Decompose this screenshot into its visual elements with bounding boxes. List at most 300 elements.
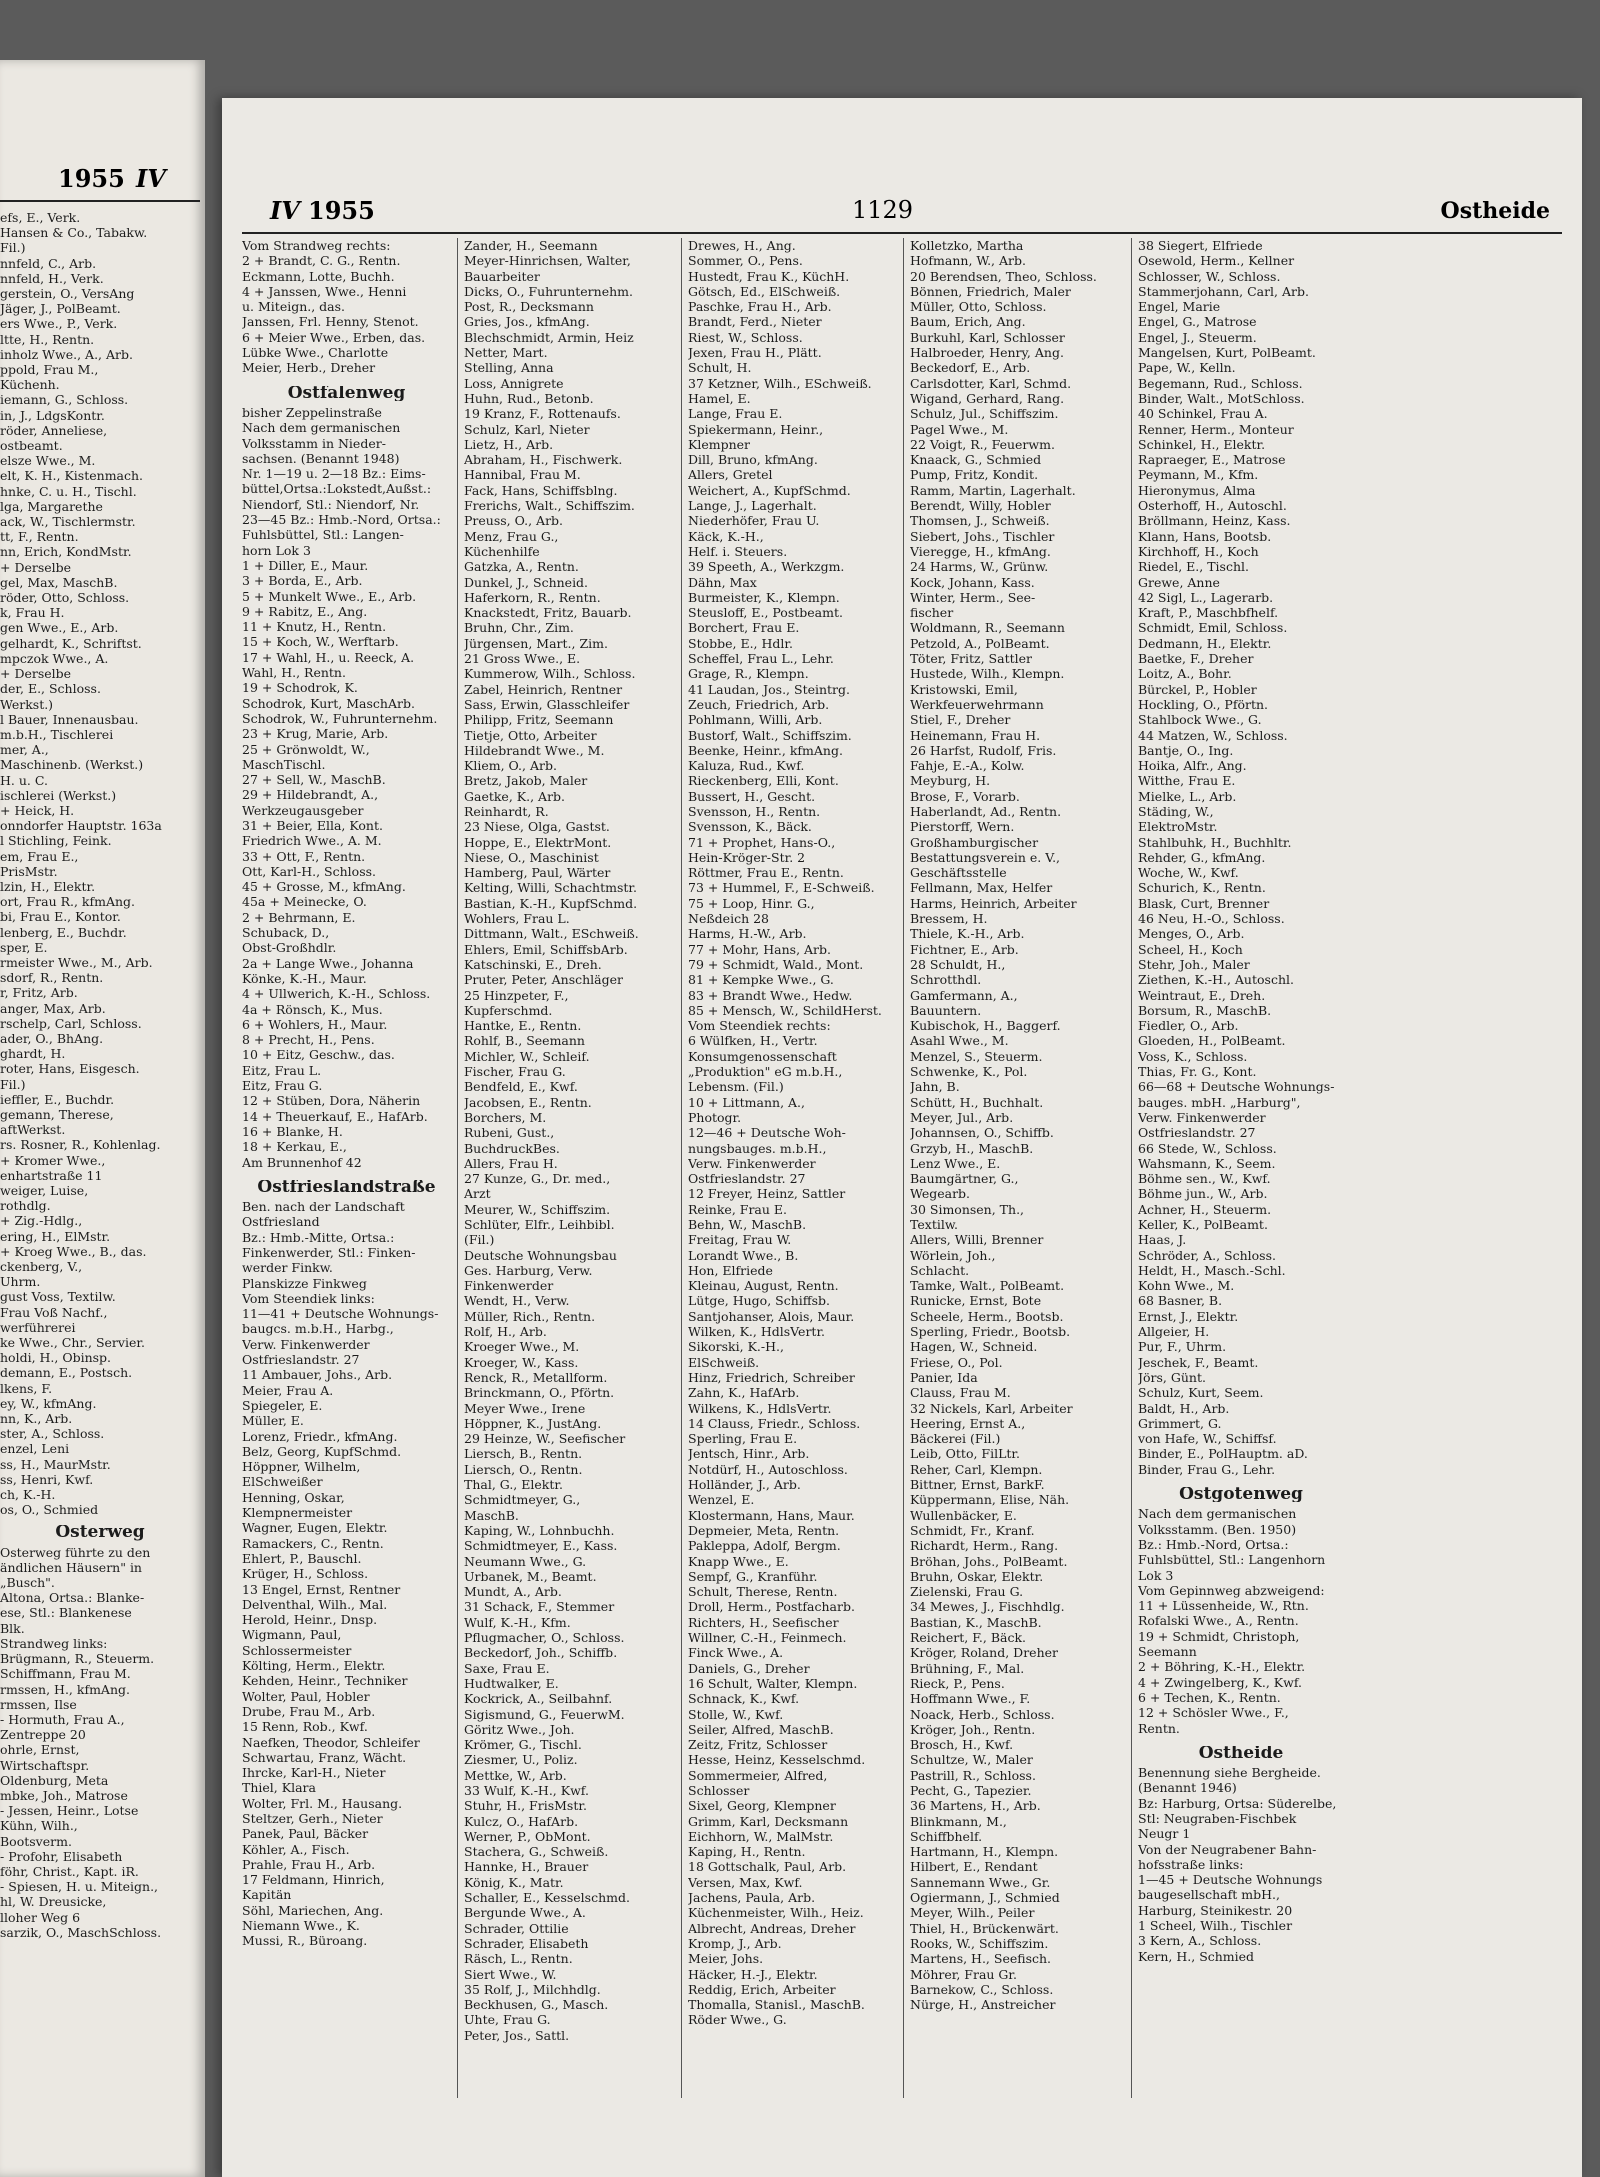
directory-entry: Rentn. [1138, 1720, 1180, 1736]
directory-entry: PrisMstr. [0, 863, 58, 879]
directory-entry: 11—41 + Deutsche Wohnungs- [242, 1306, 439, 1322]
directory-entry: Burkuhl, Karl, Schlosser [910, 329, 1065, 345]
directory-entry: Hannibal, Frau M. [464, 467, 581, 483]
directory-entry: Stahlbuhk, H., Buchhltr. [1138, 834, 1292, 850]
directory-entry: Richardt, Herm., Rang. [910, 1538, 1059, 1554]
directory-entry: Hannke, H., Brauer [464, 1859, 589, 1875]
directory-entry: Eckmann, Lotte, Buchh. [242, 268, 395, 284]
directory-entry: Bürckel, P., Hobler [1138, 681, 1257, 697]
directory-entry: aftWerkst. [0, 1122, 66, 1138]
directory-entry: Gaetke, K., Arb. [464, 788, 566, 804]
directory-entry: Wendt, H., Verw. [464, 1293, 570, 1309]
directory-entry: Steltzer, Gerh., Nieter [242, 1810, 383, 1826]
directory-entry: Menges, O., Arb. [1138, 926, 1245, 942]
directory-entry: Maschinenb. (Werkst.) [0, 757, 144, 773]
directory-entry: Philipp, Fritz, Seemann [464, 712, 614, 728]
directory-entry: Bustorf, Walt., Schiffszim. [688, 727, 852, 743]
directory-entry: Hoffmann Wwe., F. [910, 1691, 1031, 1707]
directory-entry: Meier, Frau A. [242, 1382, 334, 1398]
directory-entry: Bauarbeiter [464, 268, 540, 284]
directory-entry: + Kroeg Wwe., B., das. [0, 1243, 147, 1259]
directory-entry: Bergunde Wwe., A. [464, 1905, 586, 1921]
directory-entry: Osterhoff, H., Autoschl. [1138, 498, 1287, 514]
directory-entry: Rapraeger, E., Matrose [1138, 452, 1286, 468]
directory-entry: ElSchweißer [242, 1474, 323, 1490]
directory-entry: Schlosser, W., Schloss. [1138, 268, 1281, 284]
directory-entry: 18 + Kerkau, E., [242, 1139, 347, 1155]
section-title-ostfalenweg: Ostfalenweg [287, 385, 406, 401]
directory-entry: Zahn, K., HafArb. [688, 1385, 800, 1401]
directory-entry: Jeschek, F., Beamt. [1138, 1354, 1259, 1370]
directory-entry: Neugr 1 [1138, 1826, 1191, 1842]
directory-entry: Altona, Ortsa.: Blanke- [0, 1590, 145, 1606]
directory-entry: MaschTischl. [242, 756, 326, 772]
directory-entry: Kummerow, Wilh., Schloss. [464, 666, 636, 682]
directory-entry: Rofalski Wwe., A., Rentn. [1138, 1613, 1299, 1629]
directory-entry: Obst-Großhdlr. [242, 940, 337, 956]
directory-entry: Fischer, Frau G. [464, 1064, 566, 1080]
directory-entry: Schuback, D., [242, 925, 330, 941]
directory-entry: Von der Neugrabener Bahn- [1138, 1841, 1317, 1857]
directory-entry: Gamfermann, A., [910, 987, 1018, 1003]
directory-entry: Am Brunnenhof 42 [242, 1154, 362, 1170]
directory-entry: 12—46 + Deutsche Woh- [688, 1125, 846, 1141]
directory-entry: Volksstamm in Nieder- [242, 435, 386, 451]
directory-entry: Müller, Rich., Rentn. [464, 1308, 596, 1324]
directory-entry: Schultze, W., Maler [910, 1752, 1033, 1768]
directory-entry: Ostfriesland [242, 1214, 320, 1230]
directory-entry: Engel, Marie [1138, 299, 1221, 315]
directory-entry: Schurich, K., Rentn. [1138, 880, 1266, 896]
directory-entry: horn Lok 3 [242, 542, 311, 558]
directory-entry: 21 Gross Wwe., E. [464, 651, 581, 667]
directory-entry: Jahn, B. [910, 1079, 960, 1095]
directory-entry: 13 Engel, Ernst, Rentner [242, 1581, 401, 1597]
directory-entry: Röder Wwe., G. [688, 2012, 787, 2028]
directory-entry: enhartstraße 11 [0, 1167, 103, 1183]
directory-entry: bi, Frau E., Kontor. [0, 909, 121, 925]
directory-entry: ckenberg, V., [0, 1259, 83, 1275]
directory-entry: Niederhöfer, Frau U. [688, 513, 820, 529]
directory-entry: rschelp, Carl, Schloss. [0, 1015, 142, 1031]
directory-entry: Hockling, O., Pförtn. [1138, 696, 1269, 712]
directory-entry: Carlsdotter, Karl, Schmd. [910, 375, 1072, 391]
directory-entry: + Zig.-Hdlg., [0, 1213, 83, 1229]
directory-entry: Klempnermeister [242, 1505, 353, 1521]
street-header: Ostheide [1440, 198, 1550, 224]
directory-entry: Haferkorn, R., Rentn. [464, 589, 601, 605]
directory-entry: gemann, Therese, [0, 1106, 114, 1122]
directory-entry: Sixel, Georg, Klempner [688, 1798, 836, 1814]
directory-entry: Osterweg führte zu den [0, 1544, 151, 1560]
directory-entry: Wagner, Eugen, Elektr. [242, 1520, 388, 1536]
directory-entry: Schinkel, H., Elektr. [1138, 436, 1266, 452]
directory-entry: Tietje, Otto, Arbeiter [464, 727, 597, 743]
directory-entry: Meyer, Wilh., Peiler [910, 1905, 1035, 1921]
directory-entry: Lange, Frau E. [688, 406, 783, 422]
directory-entry: Bussert, H., Gescht. [688, 788, 816, 804]
directory-entry: Wolter, Frl. M., Hausang. [242, 1795, 403, 1811]
directory-entry: 28 Schuldt, H., [910, 956, 1006, 972]
directory-entry: Hantke, E., Rentn. [464, 1018, 582, 1034]
directory-entry: Lorandt Wwe., B. [688, 1247, 799, 1263]
directory-entry: Drube, Frau M., Arb. [242, 1703, 376, 1719]
directory-entry: Müller, Otto, Schloss. [910, 299, 1047, 315]
directory-entry: tt, F., Rentn. [0, 529, 79, 545]
directory-entry: Stl: Neugraben-Fischbek [1138, 1810, 1297, 1826]
directory-entry: gerstein, O., VersAng [0, 286, 135, 302]
directory-entry: ghardt, H. [0, 1046, 66, 1062]
directory-entry: Pakleppa, Adolf, Bergm. [688, 1538, 841, 1554]
directory-entry: Baumgärtner, G., [910, 1171, 1019, 1187]
column-3-entries [688, 238, 897, 2028]
directory-entry: Ehlert, P., Bauschl. [242, 1550, 362, 1566]
directory-entry: Seiler, Alfred, MaschB. [688, 1721, 834, 1737]
directory-entry: 71 + Prophet, Hans-O., [688, 834, 836, 850]
directory-entry: Klostermann, Hans, Maur. [688, 1507, 855, 1523]
directory-entry: 20 Berendsen, Theo, Schloss. [910, 268, 1097, 284]
directory-entry: Bauuntern. [910, 1002, 982, 1018]
directory-entry: Werkst.) [0, 696, 54, 712]
directory-entry: mer, A., [0, 742, 49, 758]
directory-entry: 23—45 Bz.: Hmb.-Nord, Ortsa.: [242, 512, 441, 528]
directory-entry: Frerichs, Walt., Schiffszim. [464, 498, 635, 514]
directory-entry: Thomsen, J., Schweiß. [910, 513, 1050, 529]
directory-entry: Abraham, H., Fischwerk. [464, 452, 623, 468]
directory-entry: Pump, Fritz, Kondit. [910, 467, 1039, 483]
directory-entry: 23 Niese, Olga, Gastst. [464, 819, 610, 835]
directory-entry: Ziethen, K.-H., Autoschl. [1138, 972, 1294, 988]
directory-entry: Sikorski, K.-H., [688, 1339, 784, 1355]
directory-entry: - Profohr, Elisabeth [0, 1848, 123, 1864]
directory-entry: Götsch, Ed., ElSchweiß. [688, 283, 841, 299]
directory-entry: 2a + Lange Wwe., Johanna [242, 955, 414, 971]
directory-entry: Schulz, Jul., Schiffszim. [910, 406, 1059, 422]
directory-entry: Thias, Fr. G., Kont. [1138, 1064, 1257, 1080]
directory-entry: Bantje, O., Ing. [1138, 742, 1234, 758]
directory-entry: Saxe, Frau E. [464, 1660, 550, 1676]
directory-entry: Drewes, H., Ang. [688, 238, 796, 253]
directory-entry: Schulz, Kurt, Seem. [1138, 1385, 1264, 1401]
directory-entry: Hilbert, E., Rendant [910, 1859, 1038, 1875]
left-page [0, 60, 205, 2177]
right-page [222, 98, 1582, 2177]
directory-entry: Verw. Finkenwerder [242, 1336, 370, 1352]
directory-entry: Helf. i. Steuers. [688, 543, 788, 559]
directory-entry: Fichtner, E., Arb. [910, 941, 1019, 957]
directory-entry: Sigismund, G., FeuerwM. [464, 1706, 625, 1722]
directory-entry: Pur, F., Uhrm. [1138, 1339, 1227, 1355]
directory-entry: 17 + Wahl, H., u. Reeck, A. [242, 649, 415, 665]
directory-entry: ch, K.-H. [0, 1487, 56, 1503]
directory-entry: Jäger, J., PolBeamt. [0, 301, 121, 317]
directory-entry: Pruter, Peter, Anschläger [464, 972, 623, 988]
directory-entry: Binder, Frau G., Lehr. [1138, 1461, 1276, 1477]
directory-entry: Rieckenberg, Elli, Kont. [688, 773, 839, 789]
directory-entry: Renck, R., Metallform. [464, 1369, 608, 1385]
directory-entry: Mussi, R., Büroang. [242, 1933, 368, 1949]
directory-entry: elt, K. H., Kistenmach. [0, 468, 144, 484]
directory-entry: Neßdeich 28 [688, 911, 770, 927]
directory-entry: Baetke, F., Dreher [1138, 651, 1254, 667]
directory-entry: Bz.: Hmb.-Nord, Ortsa.: [1138, 1536, 1289, 1552]
directory-entry: Loitz, A., Bohr. [1138, 666, 1232, 682]
directory-entry: 4a + Rönsch, K., Mus. [242, 1001, 383, 1017]
directory-entry: Finkenwerder, Stl.: Finken- [242, 1245, 416, 1260]
directory-entry: Jürgensen, Mart., Zim. [464, 635, 608, 651]
directory-entry: Photogr. [688, 1109, 742, 1125]
directory-entry: Lietz, H., Arb. [464, 436, 554, 452]
directory-entry: Wahl, H., Rentn. [242, 665, 346, 681]
left-page-edition: IV [136, 164, 166, 193]
directory-entry: 8 + Precht, H., Pens. [242, 1032, 375, 1048]
directory-entry: Dittmann, Walt., ESchweiß. [464, 926, 639, 942]
directory-entry: hnke, C. u. H., Tischl. [0, 483, 137, 499]
directory-entry: Hein-Kröger-Str. 2 [688, 849, 806, 865]
directory-entry: Meurer, W., Schiffszim. [464, 1201, 611, 1217]
directory-entry: Schwenke, K., Pol. [910, 1064, 1028, 1080]
directory-entry: Hofmann, W., Arb. [910, 253, 1026, 269]
directory-entry: 9 + Rabitz, E., Ang. [242, 603, 368, 619]
directory-entry: Ziesmer, U., Poliz. [464, 1752, 578, 1768]
directory-entry: Verw. Finkenwerder [1138, 1109, 1266, 1125]
directory-entry: 4 + Janssen, Wwe., Henni [242, 283, 407, 299]
directory-entry: Engel, J., Steuerm. [1138, 329, 1257, 345]
directory-entry: 10 + Eitz, Geschw., das. [242, 1047, 395, 1063]
directory-entry: Niese, O., Maschinist [464, 849, 599, 865]
directory-entry: Beckedorf, Joh., Schiffb. [464, 1645, 618, 1661]
directory-entry: Weintraut, E., Dreh. [1138, 987, 1266, 1003]
directory-entry: Woldmann, R., Seemann [910, 620, 1065, 636]
directory-entry: Barnekow, C., Schloss. [910, 1981, 1054, 1997]
directory-entry: gust Voss, Textilw. [0, 1289, 116, 1305]
directory-entry: 2 + Böhring, K.-H., Elektr. [1138, 1659, 1306, 1675]
directory-entry: Brügmann, R., Steuerm. [0, 1651, 155, 1667]
directory-entry: 25 Hinzpeter, F., [464, 987, 569, 1003]
directory-entry: Jörs, Günt. [1138, 1369, 1206, 1385]
directory-entry: lzin, H., Elektr. [0, 878, 96, 894]
column-1-section-entries [242, 405, 451, 1170]
directory-entry: König, K., Matr. [464, 1874, 564, 1890]
directory-entry: Fil.) [0, 240, 26, 256]
directory-entry: Häcker, H.-J., Elektr. [688, 1966, 818, 1982]
directory-entry: Bäckerei (Fil.) [910, 1431, 1001, 1447]
column-1-entries [242, 238, 451, 376]
directory-entry: Hinz, Friedrich, Schreiber [688, 1369, 855, 1385]
directory-entry: mbke, Joh., Matrose [0, 1787, 128, 1803]
directory-entry: Höppner, Wilhelm, [242, 1459, 361, 1475]
directory-entry: Katschinski, E., Dreh. [464, 956, 602, 972]
directory-entry: Schiffmann, Frau M. [0, 1666, 131, 1682]
directory-entry: BuchdruckBes. [464, 1140, 560, 1156]
column-5-entries [1138, 238, 1344, 1477]
directory-entry: nungsbauges. m.b.H., [688, 1140, 827, 1156]
directory-entry: Prahle, Frau H., Arb. [242, 1856, 376, 1872]
directory-entry: Städing, W., [1138, 803, 1214, 819]
directory-entry: ader, O., BhAng. [0, 1030, 104, 1046]
directory-entry: Wigand, Gerhard, Rang. [910, 390, 1065, 406]
right-page-header [242, 190, 1562, 234]
directory-entry: inholz Wwe., A., Arb. [0, 346, 133, 362]
directory-entry: Herold, Heinr., Dnsp. [242, 1612, 378, 1628]
directory-entry: Sperling, Frau E. [688, 1431, 798, 1447]
directory-entry: Kroeger, W., Kass. [464, 1354, 579, 1370]
directory-entry: - Hormuth, Frau A., [0, 1711, 125, 1727]
directory-entry: 4 + Ullwerich, K.-H., Schloss. [242, 986, 431, 1002]
directory-entry: Stammerjohann, Carl, Arb. [1138, 283, 1309, 299]
directory-entry: Bönnen, Friedrich, Maler [910, 283, 1071, 299]
directory-entry: Dill, Bruno, kfmAng. [688, 452, 818, 468]
column-4 [904, 238, 1132, 2098]
directory-entry: Strandweg links: [0, 1635, 108, 1651]
directory-entry: 14 Clauss, Friedr., Schloss. [688, 1415, 861, 1431]
directory-entry: Hoppe, E., ElektrMont. [464, 834, 612, 850]
left-page-header [0, 160, 200, 202]
directory-entry: hl, W. Dreusicke, [0, 1894, 107, 1910]
directory-entry: 33 + Ott, F., Rentn. [242, 848, 366, 864]
directory-entry: Richters, H., Seefischer [688, 1614, 839, 1630]
directory-entry: Kraft, P., Maschbfhelf. [1138, 605, 1279, 621]
directory-entry: Schiffbhelf. [910, 1828, 983, 1844]
directory-entry: bauges. mbH. „Harburg", [1138, 1094, 1301, 1110]
column-5-section2-entries [1138, 1765, 1344, 1964]
directory-entry: ering, H., ElMstr. [0, 1228, 111, 1244]
directory-entry: Hesse, Heinz, Kesselschmd. [688, 1752, 866, 1768]
directory-entry: holdi, H., Obinsp. [0, 1350, 112, 1366]
directory-entry: Meyer, Jul., Arb. [910, 1109, 1014, 1125]
directory-entry: 6 + Wohlers, H., Maur. [242, 1016, 388, 1032]
directory-entry: Martens, H., Seefisch. [910, 1951, 1052, 1967]
directory-entry: Wenzel, E. [688, 1492, 755, 1508]
directory-entry: u. Miteign., das. [242, 299, 346, 315]
directory-entry: Zielenski, Frau G. [910, 1584, 1024, 1600]
directory-entry: Borchers, M. [464, 1109, 547, 1125]
directory-entry: 19 + Schmidt, Christoph, [1138, 1628, 1300, 1644]
directory-entry: 18 Gottschalk, Paul, Arb. [688, 1859, 847, 1875]
directory-entry: Panier, Ida [910, 1369, 978, 1385]
directory-entry: Engel, G., Matrose [1138, 314, 1257, 330]
directory-entry: Keller, K., PolBeamt. [1138, 1217, 1268, 1232]
directory-entry: Kühn, Wilh., [0, 1818, 78, 1834]
directory-entry: 46 Neu, H.-O., Schloss. [1138, 911, 1285, 927]
directory-entry: Wulf, K.-H., Kfm. [464, 1614, 571, 1630]
directory-entry: Stiel, F., Dreher [910, 712, 1011, 728]
directory-entry: Vom Steendiek links: [242, 1290, 375, 1306]
directory-entry: Daniels, G., Dreher [688, 1660, 810, 1676]
directory-entry: Hildebrandt Wwe., M. [464, 742, 605, 758]
directory-entry: Pape, W., Kelln. [1138, 360, 1236, 376]
directory-entry: Räsch, L., Rentn. [464, 1951, 573, 1967]
directory-entry: Pohlmann, Willi, Arb. [688, 712, 823, 728]
directory-entry: 14 + Theuerkauf, E., HafArb. [242, 1108, 428, 1124]
directory-entry: (Benannt 1946) [1138, 1780, 1237, 1796]
directory-entry: Post, R., Decksmann [464, 299, 594, 315]
directory-entry: Grimmert, G. [1138, 1415, 1222, 1431]
directory-entry: Achner, H., Steuerm. [1138, 1201, 1272, 1217]
directory-entry: Schlüter, Elfr., Leihbibl. [464, 1217, 615, 1232]
directory-entry: Stobbe, E., Hdlr. [688, 635, 793, 651]
directory-entry: Konsumgenossenschaft [688, 1048, 837, 1064]
directory-entry: 12 + Stüben, Dora, Näherin [242, 1093, 421, 1109]
directory-entry: Eitz, Frau G. [242, 1078, 323, 1094]
directory-entry: Ostfrieslandstr. 27 [688, 1171, 806, 1187]
directory-entry: 35 Rolf, J., Milchhdlg. [464, 1981, 601, 1997]
directory-entry: Blk. [0, 1620, 25, 1636]
directory-entry: Menz, Frau G., [464, 528, 559, 544]
directory-entry: Kröger, Roland, Dreher [910, 1645, 1058, 1661]
directory-entry: Stolle, W., Kwf. [688, 1706, 784, 1722]
directory-entry: Brandt, Ferd., Nieter [688, 314, 822, 330]
directory-entry: Delventhal, Wilh., Mal. [242, 1596, 388, 1612]
directory-entry: von Hafe, W., Schiffsf. [1138, 1431, 1277, 1447]
directory-entry: Reddig, Erich, Arbeiter [688, 1981, 836, 1997]
directory-entry: Beckedorf, E., Arb. [910, 360, 1031, 376]
directory-entry: Beenke, Heinr., kfmAng. [688, 742, 843, 758]
directory-entry: werder Finkw. [242, 1260, 333, 1276]
directory-entry: Behn, W., MaschB. [688, 1217, 807, 1232]
directory-entry: Allers, Frau H. [464, 1155, 558, 1171]
directory-entry: Tamke, Walt., PolBeamt. [910, 1278, 1065, 1294]
directory-entry: Zentreppe 20 [0, 1727, 86, 1743]
directory-entry: Kliem, O., Arb. [464, 758, 557, 774]
directory-entry: Wohlers, Frau L. [464, 911, 570, 927]
directory-entry: mpczok Wwe., A. [0, 650, 109, 666]
directory-entry: Grage, R., Klempn. [688, 666, 809, 682]
directory-entry: Kroeger Wwe., M. [464, 1339, 580, 1355]
directory-entry: baugcs. m.b.H., Harbg., [242, 1321, 394, 1337]
directory-entry: Kirchhoff, H., Koch [1138, 543, 1259, 559]
directory-entry: - Spiesen, H. u. Miteign., [0, 1879, 159, 1895]
directory-entry: efs, E., Verk. [0, 210, 81, 225]
directory-entry: Knapp Wwe., E. [688, 1553, 789, 1569]
directory-entry: Fahje, E.-A., Kolw. [910, 758, 1025, 774]
directory-entry: Osewold, Herm., Kellner [1138, 253, 1295, 269]
directory-entry: Jacobsen, E., Rentn. [464, 1094, 592, 1110]
directory-entry: Blask, Curt, Brenner [1138, 895, 1270, 911]
directory-entry: Haas, J. [1138, 1232, 1187, 1248]
directory-entry: Vom Gepinnweg abzweigend: [1138, 1582, 1325, 1598]
directory-entry: Ramm, Martin, Lagerhalt. [910, 482, 1076, 498]
directory-entry: Zeitz, Fritz, Schlosser [688, 1737, 828, 1753]
directory-entry: Pastrill, R., Schloss. [910, 1767, 1036, 1783]
directory-entry: Schmidt, Emil, Schloss. [1138, 620, 1288, 636]
directory-entry: Zabel, Heinrich, Rentner [464, 681, 623, 697]
directory-entry: Binder, E., PolHauptm. aD. [1138, 1446, 1308, 1462]
directory-entry: Fiedler, O., Arb. [1138, 1018, 1239, 1034]
directory-entry: Schnack, K., Kwf. [688, 1691, 800, 1707]
directory-entry: Oldenburg, Meta [0, 1772, 109, 1788]
directory-entry: Netter, Mart. [464, 345, 548, 361]
directory-entry: Ott, Karl-H., Schloss. [242, 863, 376, 879]
directory-entry: Beckhusen, G., Masch. [464, 1997, 609, 2013]
directory-entry: Schaller, E., Kesselschmd. [464, 1890, 630, 1906]
directory-entry: Kulcz, O., HafArb. [464, 1813, 579, 1829]
directory-entry: Zeuch, Friedrich, Arb. [688, 696, 830, 712]
directory-entry: Bastian, K.-H., KupfSchmd. [464, 895, 638, 911]
directory-entry: nnfeld, C., Arb. [0, 255, 97, 271]
directory-entry: Brühning, F., Mal. [910, 1660, 1025, 1676]
directory-entry: os, O., Schmied [0, 1502, 99, 1518]
directory-entry: 1 + Diller, E., Maur. [242, 557, 369, 573]
directory-entry: Hartmann, H., Klempn. [910, 1844, 1059, 1860]
directory-entry: Reinhardt, R. [464, 803, 549, 819]
directory-entry: Svensson, K., Bäck. [688, 819, 812, 835]
directory-entry: gelhardt, K., Schriftst. [0, 635, 142, 651]
directory-entry: Kröger, Joh., Rentn. [910, 1721, 1036, 1737]
directory-entry: gen Wwe., E., Arb. [0, 620, 119, 636]
directory-entry: 12 Freyer, Heinz, Sattler [688, 1186, 846, 1202]
directory-entry: Bressem, H. [910, 911, 988, 927]
